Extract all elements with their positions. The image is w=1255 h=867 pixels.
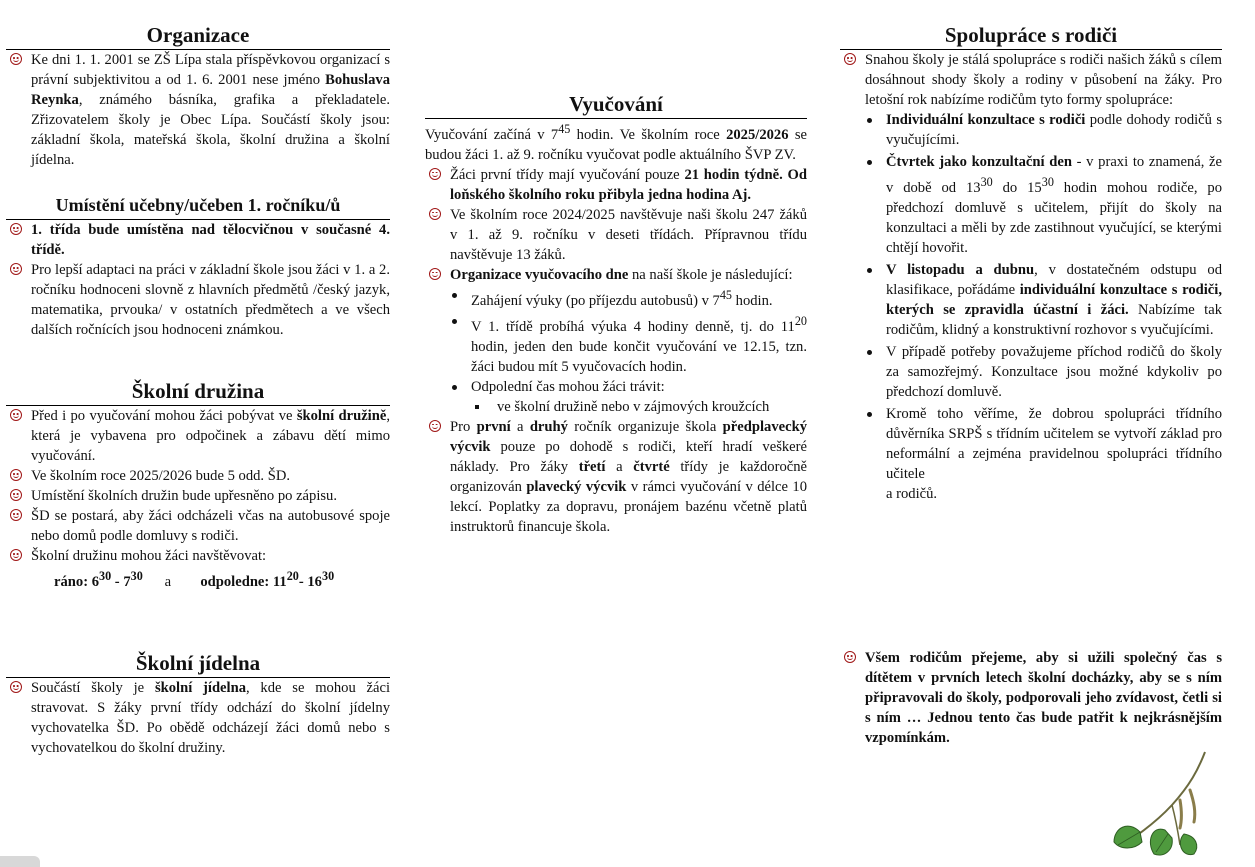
bullet-item: V 1. třídě probíhá výuka 4 hodiny denně, tj. do $11^{20}$ hodin, jeden den bude končit vyučování ve 12.15, tzn. žáci budou mít 5 vyučovacích hodin.: [425, 311, 807, 377]
page-corner-tab: [0, 856, 40, 867]
bullet-item: Odpolední čas mohou žáci trávit:: [425, 377, 807, 397]
list-item: Součástí školy je školní jídelna, kde se mohou žáci stravovat. S žáky první třídy odchází do školní jídelny vychovatelka ŠD. Po obědě odcházejí žáci domů nebo s vychovatelkou do školní družiny.: [6, 678, 390, 758]
list-item: Snahou školy je stálá spolupráce s rodiči našich žáků s cílem dosáhnout shody školy a rodiny v působení na žáky. Pro letošní rok nabízíme rodičům tyto formy spolupráce:: [840, 50, 1222, 110]
list-item: Umístění školních družin bude upřesněno po zápisu.: [6, 486, 390, 506]
leaf-shape: [1150, 829, 1172, 855]
smiley-icon: [10, 263, 22, 275]
smiley-icon: [10, 53, 22, 65]
list-item: ŠD se postará, aby žáci odcházeli včas na autobusové spoje nebo domů podle domluvy s rodiči.: [6, 506, 390, 546]
list-item: Žáci první třídy mají vyučování pouze 21 hodin týdně. Od loňského školního roku přibyla jedna hodina Aj.: [425, 165, 807, 205]
section-title: Spolupráce s rodiči: [840, 22, 1222, 50]
sub-bullet-item: ve školní družině nebo v zájmových kroužcích: [425, 397, 807, 417]
bullet-item: Individuální konzultace s rodiči podle dohody rodičů s vyučujícími.: [840, 110, 1222, 150]
smiley-icon: [10, 409, 22, 421]
bullet-item: Čtvrtek jako konzultační den - v praxi to znamená, že v době od $13^{30}$ do $15^{30}$ hodin mohou rodiče, po předchozí domluvě s učitelem, přijít do školy na konzultaci a měli by zde zastihnout vyučující, se kterými chtějí hovořit.: [840, 152, 1222, 258]
section-title: Školní družina: [6, 378, 390, 406]
section-vyucovani: [425, 91, 807, 537]
smiley-icon: [429, 168, 441, 180]
branch-stem: [1130, 752, 1205, 840]
catkin: [1180, 800, 1182, 828]
smiley-icon: [10, 681, 22, 693]
bullet-dot: [452, 293, 457, 298]
bullet-dot: [452, 319, 457, 324]
section-title: Organizace: [6, 22, 390, 50]
smiley-icon: [429, 268, 441, 280]
bullet-dot: [867, 350, 872, 355]
bullet-dot: [867, 412, 872, 417]
bullet-dot: [867, 268, 872, 273]
bullet-item: V listopadu a dubnu, v dostatečném odstupu od klasifikace, pořádáme individuální konzultace s rodiči, kterých se zpravidla účastní i žáci. Nabízíme tak rodičům, klidný a konstruktivní rozhovor s vyučujícími.: [840, 260, 1222, 340]
list-item: Školní družinu mohou žáci navštěvovat:: [6, 546, 390, 566]
section-umisteni: [6, 192, 390, 340]
leaf-shape: [1180, 834, 1196, 855]
bullet-tail: a rodičů.: [886, 485, 938, 502]
list-item: Pro první a druhý ročník organizuje škola předplavecký výcvik pouze po dohodě s rodiči, kteří hradí veškeré náklady. Pro žáky třetí a čtvrté třídy je každoročně organizován plavecký výcvik v rámci vyučování v délce 10 lekcí. Poplatky za dopravu, pronájem bazénu včetně platů instruktorů financuje škola.: [425, 417, 807, 537]
bullet-dot: [867, 160, 872, 165]
list-item: Pro lepší adaptaci na práci v základní škole jsou žáci v 1. a 2. ročníku hodnoceni slovně z hlavních předmětů /český jazyk, matematika, prvouka/ v ostatních předmětech a ve všech dalších ročnících jsou hodnoceni známkou.: [6, 260, 390, 340]
smiley-icon: [10, 223, 22, 235]
section-title: Školní jídelna: [6, 650, 390, 678]
catkin: [1190, 790, 1195, 822]
list-item: Ve školním roce 2024/2025 navštěvuje naši školu 247 žáků v 1. až 9. ročníku v deseti třídách. Přípravnou třídu navštěvuje 13 žáků.: [425, 205, 807, 265]
smiley-icon: [10, 549, 22, 561]
section-organizace: [6, 22, 390, 170]
square-bullet: [475, 405, 479, 409]
branch-twig: [1172, 805, 1180, 845]
birch-branch-illustration: [1110, 750, 1220, 860]
vyuka-intro: Vyučování začíná v $7^{45}$ hodin. Ve školním roce 2025/2026 se budou žáci 1. až 9. ročníku vyučovat podle aktuálního ŠVP ZV.: [425, 122, 807, 163]
section-druzina: [6, 378, 390, 592]
list-item: Před i po vyučování mohou žáci pobývat ve školní družině, která je vybavena pro odpočinek a zábavu dětí mimo vyučování.: [6, 406, 390, 466]
list-item: Organizace vyučovacího dne na naší škole je následující:: [425, 265, 807, 285]
section-title: Umístění učebny/učeben 1. ročníku/ů: [6, 192, 390, 220]
smiley-icon: [429, 208, 441, 220]
bullet-item: Kromě toho věříme, že dobrou spolupráci třídního důvěrníka SRPŠ s třídním učitelem se vytvoří základ pro neformální a zejména pravidelnou spolupráci třídního učitele: [840, 404, 1222, 484]
list-item: Ve školním roce 2025/2026 bude 5 odd. ŠD.: [6, 466, 390, 486]
section-wish: [840, 648, 1222, 748]
druzina-hours: ráno: $6^{30} - 7^{30}$ a odpoledne: $11^{20}-$ $16^{30}$: [54, 569, 335, 590]
bullet-item: V případě potřeby považujeme příchod rodičů do školy za samozřejmý. Konzultace jsou možné kdykoliv po předchozí domluvě.: [840, 342, 1222, 402]
section-title: Vyučování: [425, 91, 807, 119]
smiley-icon: [10, 489, 22, 501]
smiley-icon: [429, 420, 441, 432]
smiley-icon: [844, 53, 856, 65]
wish-paragraph: Všem rodičům přejeme, aby si užili společný čas s dítětem v prvních letech školní docházky, aby se s ním připravovali do školy, podporovali jeho zvídavost, četli si s ním … Jednou tento čas bude patřit k nejkrásnějším vzpomínkám.: [840, 648, 1222, 748]
bullet-item: Zahájení výuky (po příjezdu autobusů) v $7^{45}$ hodin.: [425, 285, 807, 311]
bullet-dot: [867, 118, 872, 123]
list-item: 1. třída bude umístěna nad tělocvičnou v současné 4. třídě.: [6, 220, 390, 260]
smiley-icon: [10, 469, 22, 481]
section-jidelna: [6, 650, 390, 758]
list-item: Ke dni 1. 1. 2001 se ZŠ Lípa stala příspěvkovou organizací s právní subjektivitou a od 1. 6. 2001 nese jméno Bohuslava Reynka, známého básníka, grafika a překladatele. Zřizovatelem školy je Obec Lípa. Součástí školy jsou: základní škola, mateřská škola, školní družina a školní jídelna.: [6, 50, 390, 170]
section-spoluprace: [840, 22, 1222, 504]
bullet-dot: [452, 385, 457, 390]
smiley-icon: [844, 651, 856, 663]
smiley-icon: [10, 509, 22, 521]
